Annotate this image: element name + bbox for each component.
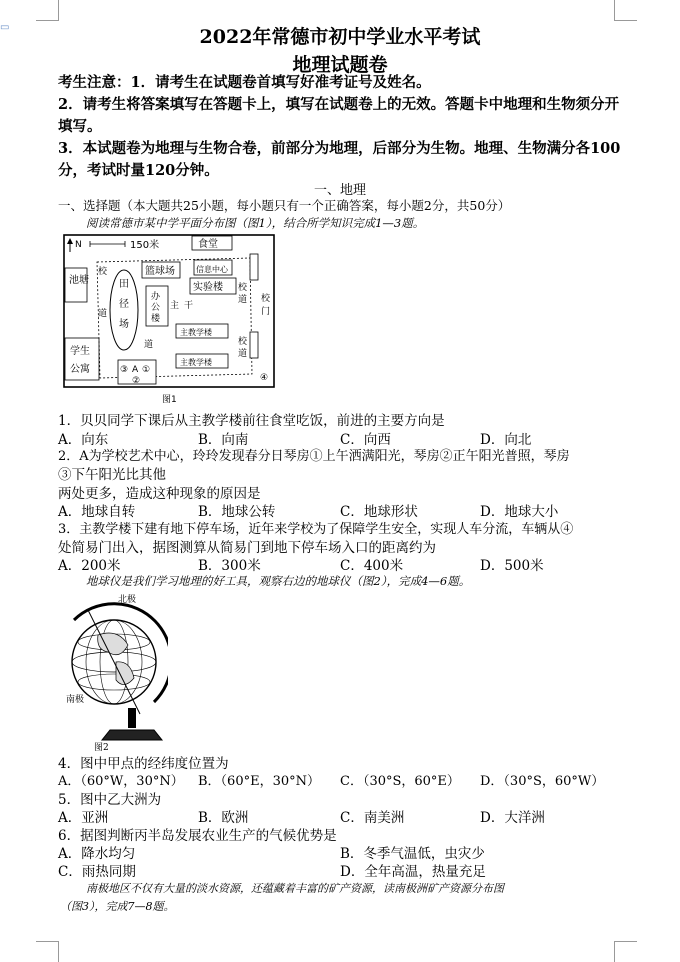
figure-2-caption: 图2	[94, 743, 109, 752]
intro-3-line-1: 南极地区不仅有大量的淡水资源，还蕴藏着丰富的矿产资源，读南极洲矿产资源分布图	[86, 882, 504, 895]
road-label: 干	[184, 301, 194, 311]
room-1-label: ①	[142, 365, 151, 375]
q6-option-a[interactable]: A．降水均匀	[58, 846, 136, 862]
q2-option-a[interactable]: A．地球自转	[58, 504, 136, 520]
canteen-label: 食堂	[198, 239, 218, 250]
q2-stem-3: 两处更多，造成这种现象的原因是	[58, 486, 261, 502]
globe-figure	[58, 590, 168, 752]
room-2-label: ②	[132, 376, 141, 386]
crop-mark	[36, 0, 59, 21]
road-label: 校	[238, 283, 248, 293]
office-label-3: 楼	[151, 314, 161, 324]
gate-label-1: 校	[261, 294, 271, 304]
pond-label: 池塘	[69, 275, 89, 286]
q2-stem-2: ③下午阳光比其他	[58, 467, 166, 483]
art-center-label: A	[132, 365, 139, 375]
school-map-figure	[60, 232, 280, 407]
q2-option-c[interactable]: C．地球形状	[340, 504, 418, 520]
q4-option-c[interactable]: C．（30°S，60°E）	[340, 774, 460, 789]
south-pole-label: 南极	[66, 695, 85, 705]
q1-option-b[interactable]: B．向南	[198, 432, 249, 448]
intro-1: 阅读常德市某中学平面分布图（图1），结合所学知识完成1—3题。	[86, 216, 425, 230]
room-3-label: ③	[120, 365, 129, 375]
notice-3: 3．本试题卷为地理与生物合卷，前部分为地理，后部分为生物。地理、生物满分各100分，考试时量120分钟。	[58, 140, 621, 179]
intro-2: 地球仪是我们学习地理的好工具，观察右边的地球仪（图2），完成4—6题。	[86, 574, 471, 588]
q3-option-d[interactable]: D．500米	[480, 558, 544, 574]
north-pole-label: 北极	[118, 595, 137, 605]
q3-option-a[interactable]: A．200米	[58, 558, 121, 574]
q1-stem: 1．贝贝同学下课后从主教学楼前往食堂吃饭，前进的主要方向是	[58, 413, 445, 429]
info-center-label: 信息中心	[196, 265, 228, 274]
q3-stem-1: 3．主教学楼下建有地下停车场，近年来学校为了保障学生安全，实现人车分流，车辆从④	[58, 522, 574, 537]
q6-option-b[interactable]: B．冬季气温低，虫灾少	[340, 846, 485, 862]
q2-option-d[interactable]: D．地球大小	[480, 504, 559, 520]
basketball-label: 篮球场	[145, 266, 175, 277]
main-building-label: 主教学楼	[180, 358, 212, 367]
q6-stem: 6．据图判断丙半岛发展农业生产的气候优势是	[58, 828, 337, 844]
q5-option-a[interactable]: A．亚洲	[58, 810, 109, 826]
road-label: 校	[238, 337, 248, 347]
office-label-1: 办	[151, 292, 161, 302]
lab-label: 实验楼	[193, 282, 223, 293]
section-title: 一、地理	[313, 183, 366, 198]
north-label: N	[75, 240, 82, 250]
q3-option-c[interactable]: C．400米	[340, 558, 404, 574]
field-label-3: 场	[119, 319, 129, 330]
scale-label: 150米	[130, 240, 160, 251]
page-title: 2022年常德市初中学业水平考试	[199, 26, 481, 48]
notice-1: 考生注意：1．请考生在试题卷首填写好准考证号及姓名。	[58, 74, 431, 91]
q4-stem: 4．图中甲点的经纬度位置为	[58, 756, 229, 772]
gate-label-2: 门	[261, 307, 271, 317]
document-icon[interactable]: ▭	[0, 22, 10, 33]
road-label: 道	[238, 349, 248, 359]
q4-option-d[interactable]: D．（30°S，60°W）	[480, 774, 605, 789]
field-label-1: 田	[119, 279, 129, 290]
section-part: 一、选择题（本大题共25小题，每小题只有一个正确答案，每小题2分，共50分）	[58, 198, 511, 213]
q3-option-b[interactable]: B．300米	[198, 558, 261, 574]
road-label: 校	[98, 267, 108, 277]
q4-option-b[interactable]: B．（60°E，30°N）	[198, 774, 321, 789]
figure-1-caption: 图1	[162, 395, 177, 405]
road-label: 道	[144, 340, 154, 350]
simple-gate-label: ④	[260, 373, 269, 383]
q1-option-d[interactable]: D．向北	[480, 432, 532, 448]
notice-2: 2．请考生将答案填写在答题卡上，填写在试题卷上的无效。答题卡中地理和生物须分开填写。	[58, 96, 620, 135]
q5-stem: 5．图中乙大洲为	[58, 792, 162, 808]
q5-option-c[interactable]: C．南美洲	[340, 810, 405, 826]
q1-option-a[interactable]: A．向东	[58, 432, 109, 448]
road-label: 道	[98, 309, 108, 319]
q2-stem-1: 2．A为学校艺术中心，玲玲发现春分日琴房①上午洒满阳光，琴房②正午阳光普照，琴房	[58, 449, 570, 464]
field-label-2: 径	[119, 299, 129, 310]
q3-stem-2: 处简易门出入，据图测算从简易门到地下停车场入口的距离约为	[58, 540, 436, 556]
q6-option-c[interactable]: C．雨热同期	[58, 864, 136, 880]
road-label: 主	[170, 301, 180, 311]
crop-mark	[614, 941, 637, 962]
office-label-2: 公	[151, 303, 161, 313]
road-label: 道	[238, 295, 248, 305]
dorm-label-1: 学生	[70, 346, 90, 357]
intro-3-line-2: （图3），完成7—8题。	[60, 900, 175, 913]
q5-option-d[interactable]: D．大洋洲	[480, 810, 545, 826]
q1-option-c[interactable]: C．向西	[340, 432, 391, 448]
main-building-label: 主教学楼	[180, 328, 212, 337]
crop-mark	[614, 0, 637, 21]
page-subtitle: 地理试题卷	[292, 54, 388, 76]
q4-option-a[interactable]: A．（60°W，30°N）	[58, 774, 184, 789]
q6-option-d[interactable]: D．全年高温，热量充足	[340, 864, 486, 880]
q2-option-b[interactable]: B．地球公转	[198, 504, 276, 520]
dorm-label-2: 公寓	[70, 364, 90, 375]
q5-option-b[interactable]: B．欧洲	[198, 810, 249, 826]
crop-mark	[36, 941, 59, 962]
